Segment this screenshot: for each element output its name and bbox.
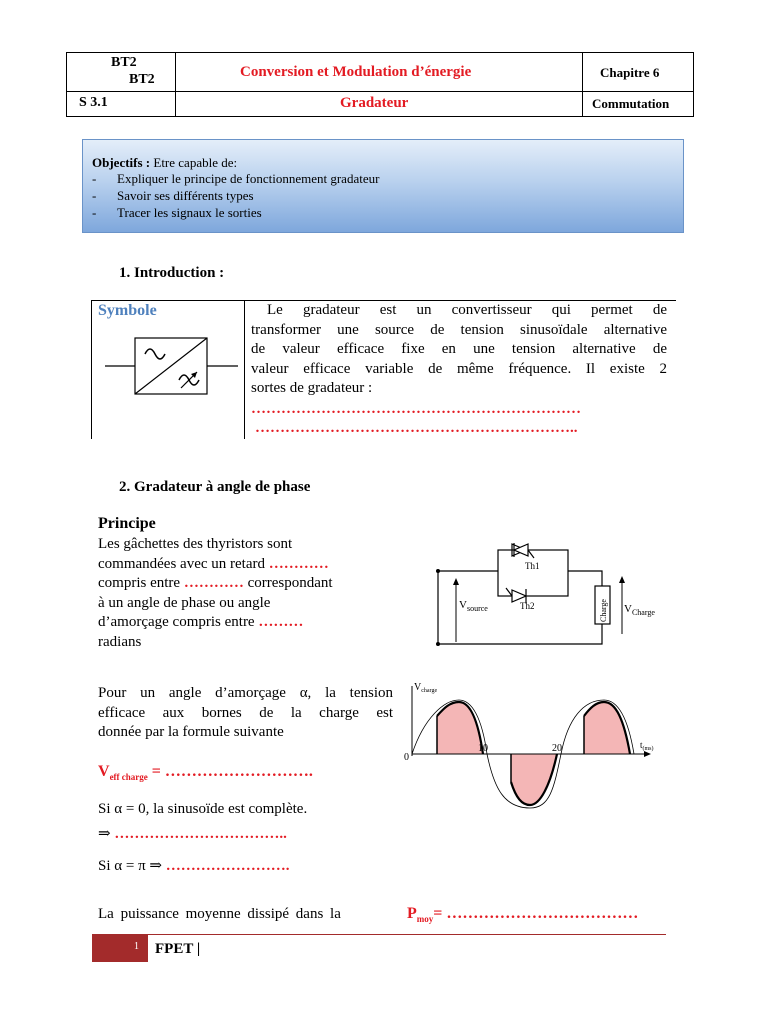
- th1-label: Th1: [525, 561, 540, 571]
- formula-line: efficace aux bornes de la charge est: [98, 704, 393, 721]
- answer-dots: ……………………….: [164, 763, 313, 780]
- svg-text:Vcharge: [414, 682, 437, 694]
- pmoy-sub: moy: [416, 914, 434, 925]
- waveform-graph: [404, 678, 669, 810]
- chapter-label: Chapitre 6: [600, 65, 660, 80]
- principe-line: à un angle de phase ou angle: [98, 594, 271, 611]
- principe-line: radians: [98, 633, 142, 650]
- si-alpha-pi-text: Si α = π ⇒: [98, 858, 166, 874]
- graph-xlabel-sub: (ms): [642, 746, 654, 752]
- section-number: S 3.1: [79, 95, 108, 110]
- principe-line: Les gâchettes des thyristors sont: [98, 536, 293, 552]
- answer-dots: ………………………………………………………..: [255, 420, 578, 436]
- page-number: 1: [134, 941, 139, 952]
- implies-symbol: ⇒: [98, 826, 115, 842]
- answer-dots: ………: [258, 614, 304, 630]
- objectives-box: [82, 139, 684, 233]
- symbol-label: Symbole: [98, 302, 157, 319]
- gradateur-circuit: [430, 538, 675, 650]
- intro-line: Le gradateur est un convertisseur qui permet de: [267, 302, 667, 318]
- charge-label: Charge: [599, 599, 608, 622]
- objective-item: Tracer les signaux le sorties: [117, 205, 262, 220]
- answer-dots: ……………………………..: [114, 826, 287, 842]
- gradateur-symbol: [105, 336, 240, 396]
- veff-label: V: [98, 763, 110, 780]
- graph-ylabel: V: [414, 682, 422, 693]
- principe-line: compris entre: [98, 575, 184, 591]
- si-alpha-zero-answer: [98, 824, 287, 843]
- si-alpha-zero: Si α = 0, la sinusoïde est complète.: [98, 801, 308, 817]
- bullet: -: [92, 171, 97, 186]
- answer-dots: …………: [183, 575, 244, 591]
- level-bottom: BT2: [129, 72, 155, 87]
- objectives-label: Objectifs :: [92, 155, 151, 170]
- formula-intro: [98, 684, 393, 743]
- footer-page-box: [92, 935, 148, 962]
- divider: [582, 53, 583, 116]
- pmoy-text: La puissance moyenne dissipé dans la: [98, 906, 341, 922]
- vsource-sub: source: [466, 604, 488, 613]
- tick-20: 20: [552, 743, 562, 754]
- svg-text:t(ms): [640, 740, 654, 752]
- page-subtitle: Gradateur: [340, 95, 409, 111]
- th2-label: Th2: [520, 601, 535, 611]
- objective-item: Expliquer le principe de fonctionnement gradateur: [117, 171, 380, 186]
- answer-dots: …………: [268, 555, 329, 572]
- answer-dots: ………………………………: [446, 905, 639, 922]
- formula-line: Pour un angle d’amorçage α, la tension: [98, 685, 393, 701]
- objectives-intro: Etre capable de:: [150, 155, 238, 170]
- veff-sub: eff charge: [109, 772, 148, 783]
- principe-line: correspondant: [243, 575, 333, 591]
- tick-0: 0: [404, 752, 409, 763]
- answer-dots: …………………………………………………………: [251, 400, 581, 417]
- footer-label: FPET |: [155, 941, 201, 957]
- graph-xlabel: t: [640, 740, 643, 750]
- svg-text:VCharge: [624, 603, 655, 617]
- principe-title: Principe: [98, 515, 156, 532]
- vcharge-label: V: [624, 603, 632, 615]
- page-title: Conversion et Modulation d’énergie: [240, 64, 472, 80]
- bullet: -: [92, 188, 97, 203]
- principe-line: commandées avec un retard: [98, 555, 269, 572]
- formula-line: donnée par la formule suivante: [98, 724, 284, 740]
- intro-line: sortes de gradateur :: [251, 380, 373, 396]
- section-heading: 1. Introduction :: [119, 265, 225, 281]
- footer-rule: [92, 934, 666, 935]
- intro-line: valeur efficace variable de même fréquence. Il existe 2: [251, 360, 667, 377]
- graph-ylabel-sub: charge: [421, 688, 438, 694]
- bullet: -: [92, 205, 97, 220]
- divider: [175, 53, 176, 116]
- answer-dots: …………………….: [165, 858, 290, 874]
- si-alpha-pi: [98, 856, 289, 875]
- pmoy-label: P: [407, 905, 417, 922]
- header-table: [66, 52, 694, 117]
- pmoy-eq: =: [433, 905, 447, 922]
- veff-eq: =: [147, 763, 165, 780]
- pmoy-formula: [407, 905, 638, 924]
- symbol-table: [91, 300, 676, 439]
- section-heading: 2. Gradateur à angle de phase: [119, 479, 311, 495]
- principe-line: d’amorçage compris entre: [98, 614, 259, 630]
- intro-line: transformer une source de tension sinusoïdale alternative: [251, 321, 667, 338]
- objective-item: Savoir ses différents types: [117, 188, 254, 203]
- level-top: BT2: [111, 55, 137, 70]
- divider: [67, 91, 693, 92]
- tick-10: 10: [478, 743, 488, 754]
- veff-formula: [98, 763, 313, 782]
- topic-label: Commutation: [592, 96, 670, 111]
- vsource-label: V: [459, 599, 467, 611]
- intro-line: de valeur efficace fixe en une tension alternative de: [251, 341, 667, 357]
- svg-text:Vsource: [459, 599, 488, 613]
- principe-text: [98, 535, 388, 652]
- vcharge-sub: Charge: [631, 608, 655, 617]
